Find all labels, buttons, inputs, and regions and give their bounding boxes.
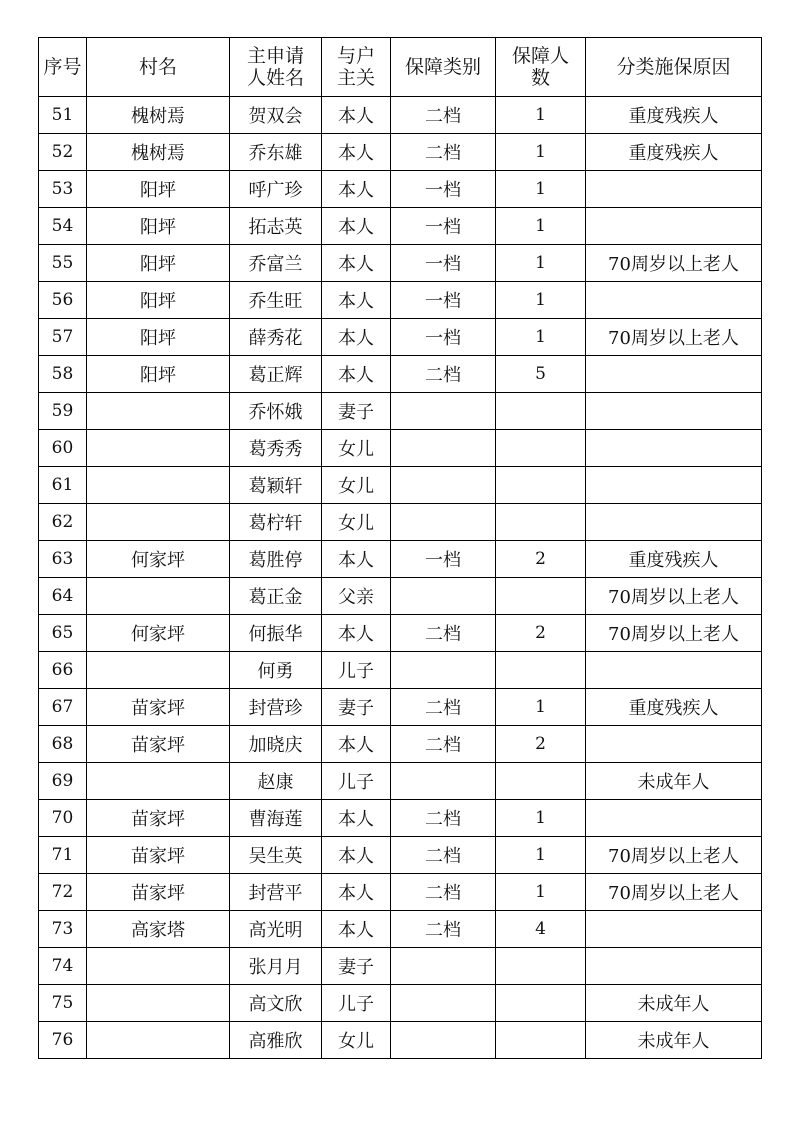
cell-village: 高家塔 <box>87 911 230 948</box>
cell-relation: 妻子 <box>322 689 391 726</box>
cell-category: 一档 <box>391 245 496 282</box>
cell-relation: 本人 <box>322 171 391 208</box>
cell-village: 阳坪 <box>87 171 230 208</box>
cell-category <box>391 504 496 541</box>
table-row <box>39 874 762 911</box>
cell-village <box>87 1022 230 1059</box>
cell-relation: 女儿 <box>322 467 391 504</box>
cell-village: 阳坪 <box>87 245 230 282</box>
cell-seq: 71 <box>39 837 87 874</box>
cell-reason <box>586 282 762 319</box>
cell-count <box>496 430 586 467</box>
cell-reason: 未成年人 <box>586 763 762 800</box>
cell-relation: 儿子 <box>322 652 391 689</box>
header-relation: 与户主关 <box>322 38 391 97</box>
cell-village: 槐树焉 <box>87 134 230 171</box>
cell-village <box>87 467 230 504</box>
cell-applicant-name: 呼广珍 <box>230 171 322 208</box>
cell-relation: 本人 <box>322 615 391 652</box>
cell-reason: 70周岁以上老人 <box>586 615 762 652</box>
table-row <box>39 541 762 578</box>
cell-village: 苗家坪 <box>87 726 230 763</box>
cell-applicant-name: 张月月 <box>230 948 322 985</box>
cell-relation: 本人 <box>322 97 391 134</box>
cell-village <box>87 504 230 541</box>
cell-category <box>391 652 496 689</box>
cell-seq: 69 <box>39 763 87 800</box>
cell-village: 苗家坪 <box>87 689 230 726</box>
header-category: 保障类别 <box>391 38 496 97</box>
cell-count <box>496 763 586 800</box>
header-village: 村名 <box>87 38 230 97</box>
cell-seq: 56 <box>39 282 87 319</box>
cell-applicant-name: 葛颖轩 <box>230 467 322 504</box>
cell-seq: 62 <box>39 504 87 541</box>
cell-seq: 60 <box>39 430 87 467</box>
cell-applicant-name: 乔富兰 <box>230 245 322 282</box>
cell-applicant-name: 何振华 <box>230 615 322 652</box>
cell-category <box>391 467 496 504</box>
cell-applicant-name: 高雅欣 <box>230 1022 322 1059</box>
cell-count <box>496 985 586 1022</box>
cell-reason <box>586 948 762 985</box>
table-row <box>39 615 762 652</box>
cell-reason <box>586 504 762 541</box>
cell-reason: 70周岁以上老人 <box>586 578 762 615</box>
cell-seq: 63 <box>39 541 87 578</box>
cell-applicant-name: 葛秀秀 <box>230 430 322 467</box>
cell-category: 二档 <box>391 615 496 652</box>
cell-reason <box>586 467 762 504</box>
table-row <box>39 467 762 504</box>
cell-count: 2 <box>496 541 586 578</box>
cell-category: 一档 <box>391 208 496 245</box>
cell-applicant-name: 乔怀娥 <box>230 393 322 430</box>
cell-relation: 妻子 <box>322 393 391 430</box>
cell-applicant-name: 何勇 <box>230 652 322 689</box>
cell-reason: 70周岁以上老人 <box>586 245 762 282</box>
cell-village <box>87 393 230 430</box>
cell-village: 槐树焉 <box>87 97 230 134</box>
cell-relation: 儿子 <box>322 763 391 800</box>
cell-seq: 54 <box>39 208 87 245</box>
cell-seq: 52 <box>39 134 87 171</box>
cell-village: 苗家坪 <box>87 800 230 837</box>
table-row <box>39 1022 762 1059</box>
cell-seq: 55 <box>39 245 87 282</box>
cell-category: 一档 <box>391 319 496 356</box>
cell-count: 1 <box>496 319 586 356</box>
cell-count <box>496 1022 586 1059</box>
cell-applicant-name: 薛秀花 <box>230 319 322 356</box>
cell-category <box>391 393 496 430</box>
cell-relation: 女儿 <box>322 430 391 467</box>
cell-category: 一档 <box>391 282 496 319</box>
cell-applicant-name: 乔生旺 <box>230 282 322 319</box>
cell-applicant-name: 高文欣 <box>230 985 322 1022</box>
cell-village: 阳坪 <box>87 319 230 356</box>
cell-village: 阳坪 <box>87 356 230 393</box>
cell-category <box>391 985 496 1022</box>
cell-seq: 53 <box>39 171 87 208</box>
cell-village <box>87 985 230 1022</box>
table-row <box>39 393 762 430</box>
table-row <box>39 319 762 356</box>
cell-relation: 本人 <box>322 134 391 171</box>
cell-count: 1 <box>496 282 586 319</box>
cell-seq: 66 <box>39 652 87 689</box>
cell-relation: 本人 <box>322 800 391 837</box>
header-seq: 序号 <box>39 38 87 97</box>
cell-village: 苗家坪 <box>87 874 230 911</box>
cell-count: 1 <box>496 689 586 726</box>
cell-applicant-name: 封营珍 <box>230 689 322 726</box>
header-count: 保障人数 <box>496 38 586 97</box>
cell-village <box>87 430 230 467</box>
cell-count <box>496 393 586 430</box>
table-row <box>39 282 762 319</box>
cell-seq: 67 <box>39 689 87 726</box>
cell-reason <box>586 911 762 948</box>
cell-category: 二档 <box>391 726 496 763</box>
cell-category <box>391 763 496 800</box>
cell-count: 5 <box>496 356 586 393</box>
cell-applicant-name: 葛胜停 <box>230 541 322 578</box>
header-applicant: 主申请人姓名 <box>230 38 322 97</box>
cell-village: 何家坪 <box>87 541 230 578</box>
cell-applicant-name: 赵康 <box>230 763 322 800</box>
cell-relation: 女儿 <box>322 1022 391 1059</box>
cell-applicant-name: 吴生英 <box>230 837 322 874</box>
table-row <box>39 726 762 763</box>
cell-count: 1 <box>496 874 586 911</box>
table-row <box>39 245 762 282</box>
cell-reason <box>586 208 762 245</box>
assistance-roster-table <box>38 37 762 1059</box>
cell-count: 1 <box>496 134 586 171</box>
cell-village <box>87 948 230 985</box>
cell-count: 1 <box>496 171 586 208</box>
cell-count: 1 <box>496 800 586 837</box>
cell-count <box>496 504 586 541</box>
table-row <box>39 97 762 134</box>
cell-seq: 51 <box>39 97 87 134</box>
cell-relation: 本人 <box>322 541 391 578</box>
table-row <box>39 171 762 208</box>
cell-reason: 重度残疾人 <box>586 541 762 578</box>
cell-category: 二档 <box>391 134 496 171</box>
cell-relation: 本人 <box>322 208 391 245</box>
table-row <box>39 430 762 467</box>
cell-applicant-name: 葛正辉 <box>230 356 322 393</box>
cell-category: 二档 <box>391 356 496 393</box>
cell-count: 1 <box>496 837 586 874</box>
cell-relation: 本人 <box>322 874 391 911</box>
cell-category: 一档 <box>391 171 496 208</box>
table-row <box>39 837 762 874</box>
cell-applicant-name: 加晓庆 <box>230 726 322 763</box>
table-row <box>39 504 762 541</box>
cell-seq: 73 <box>39 911 87 948</box>
cell-category: 二档 <box>391 837 496 874</box>
cell-category: 二档 <box>391 800 496 837</box>
cell-count <box>496 578 586 615</box>
cell-relation: 本人 <box>322 356 391 393</box>
cell-relation: 本人 <box>322 726 391 763</box>
cell-relation: 本人 <box>322 911 391 948</box>
cell-reason <box>586 800 762 837</box>
cell-relation: 本人 <box>322 245 391 282</box>
cell-seq: 72 <box>39 874 87 911</box>
cell-village: 阳坪 <box>87 208 230 245</box>
cell-seq: 75 <box>39 985 87 1022</box>
cell-seq: 61 <box>39 467 87 504</box>
table-row <box>39 208 762 245</box>
cell-reason: 未成年人 <box>586 985 762 1022</box>
cell-village: 阳坪 <box>87 282 230 319</box>
table-row <box>39 652 762 689</box>
table-row <box>39 948 762 985</box>
cell-category: 二档 <box>391 911 496 948</box>
cell-applicant-name: 乔东雄 <box>230 134 322 171</box>
cell-relation: 妻子 <box>322 948 391 985</box>
cell-reason <box>586 393 762 430</box>
cell-seq: 58 <box>39 356 87 393</box>
cell-seq: 59 <box>39 393 87 430</box>
cell-category <box>391 1022 496 1059</box>
table-row <box>39 800 762 837</box>
cell-applicant-name: 拓志英 <box>230 208 322 245</box>
cell-count: 1 <box>496 208 586 245</box>
cell-category <box>391 948 496 985</box>
cell-category: 一档 <box>391 541 496 578</box>
cell-reason: 重度残疾人 <box>586 97 762 134</box>
cell-reason <box>586 356 762 393</box>
cell-count: 1 <box>496 245 586 282</box>
table-row <box>39 911 762 948</box>
cell-village: 何家坪 <box>87 615 230 652</box>
cell-reason: 70周岁以上老人 <box>586 319 762 356</box>
cell-category <box>391 430 496 467</box>
cell-reason: 重度残疾人 <box>586 134 762 171</box>
cell-applicant-name: 高光明 <box>230 911 322 948</box>
cell-reason: 重度残疾人 <box>586 689 762 726</box>
cell-applicant-name: 葛正金 <box>230 578 322 615</box>
cell-count: 2 <box>496 726 586 763</box>
header-row <box>39 38 762 97</box>
cell-category: 二档 <box>391 689 496 726</box>
table-row <box>39 356 762 393</box>
cell-count: 1 <box>496 97 586 134</box>
cell-relation: 本人 <box>322 319 391 356</box>
cell-relation: 女儿 <box>322 504 391 541</box>
cell-applicant-name: 葛柠轩 <box>230 504 322 541</box>
cell-village <box>87 652 230 689</box>
cell-count <box>496 652 586 689</box>
table-row <box>39 578 762 615</box>
cell-applicant-name: 贺双会 <box>230 97 322 134</box>
cell-applicant-name: 曹海莲 <box>230 800 322 837</box>
cell-village <box>87 763 230 800</box>
cell-count: 2 <box>496 615 586 652</box>
header-reason: 分类施保原因 <box>586 38 762 97</box>
roster-body <box>39 97 762 1059</box>
cell-reason <box>586 726 762 763</box>
cell-seq: 65 <box>39 615 87 652</box>
table-row <box>39 689 762 726</box>
cell-category <box>391 578 496 615</box>
cell-reason <box>586 652 762 689</box>
cell-count <box>496 467 586 504</box>
table-row <box>39 985 762 1022</box>
table-row <box>39 763 762 800</box>
cell-reason <box>586 430 762 467</box>
cell-seq: 64 <box>39 578 87 615</box>
cell-applicant-name: 封营平 <box>230 874 322 911</box>
cell-village <box>87 578 230 615</box>
table-row <box>39 134 762 171</box>
cell-reason <box>586 171 762 208</box>
cell-reason: 未成年人 <box>586 1022 762 1059</box>
cell-reason: 70周岁以上老人 <box>586 837 762 874</box>
cell-seq: 57 <box>39 319 87 356</box>
cell-count <box>496 948 586 985</box>
cell-relation: 儿子 <box>322 985 391 1022</box>
cell-category: 二档 <box>391 874 496 911</box>
cell-count: 4 <box>496 911 586 948</box>
cell-relation: 本人 <box>322 282 391 319</box>
cell-category: 二档 <box>391 97 496 134</box>
cell-relation: 本人 <box>322 837 391 874</box>
cell-seq: 68 <box>39 726 87 763</box>
cell-seq: 76 <box>39 1022 87 1059</box>
cell-seq: 70 <box>39 800 87 837</box>
cell-village: 苗家坪 <box>87 837 230 874</box>
cell-reason: 70周岁以上老人 <box>586 874 762 911</box>
cell-relation: 父亲 <box>322 578 391 615</box>
cell-seq: 74 <box>39 948 87 985</box>
